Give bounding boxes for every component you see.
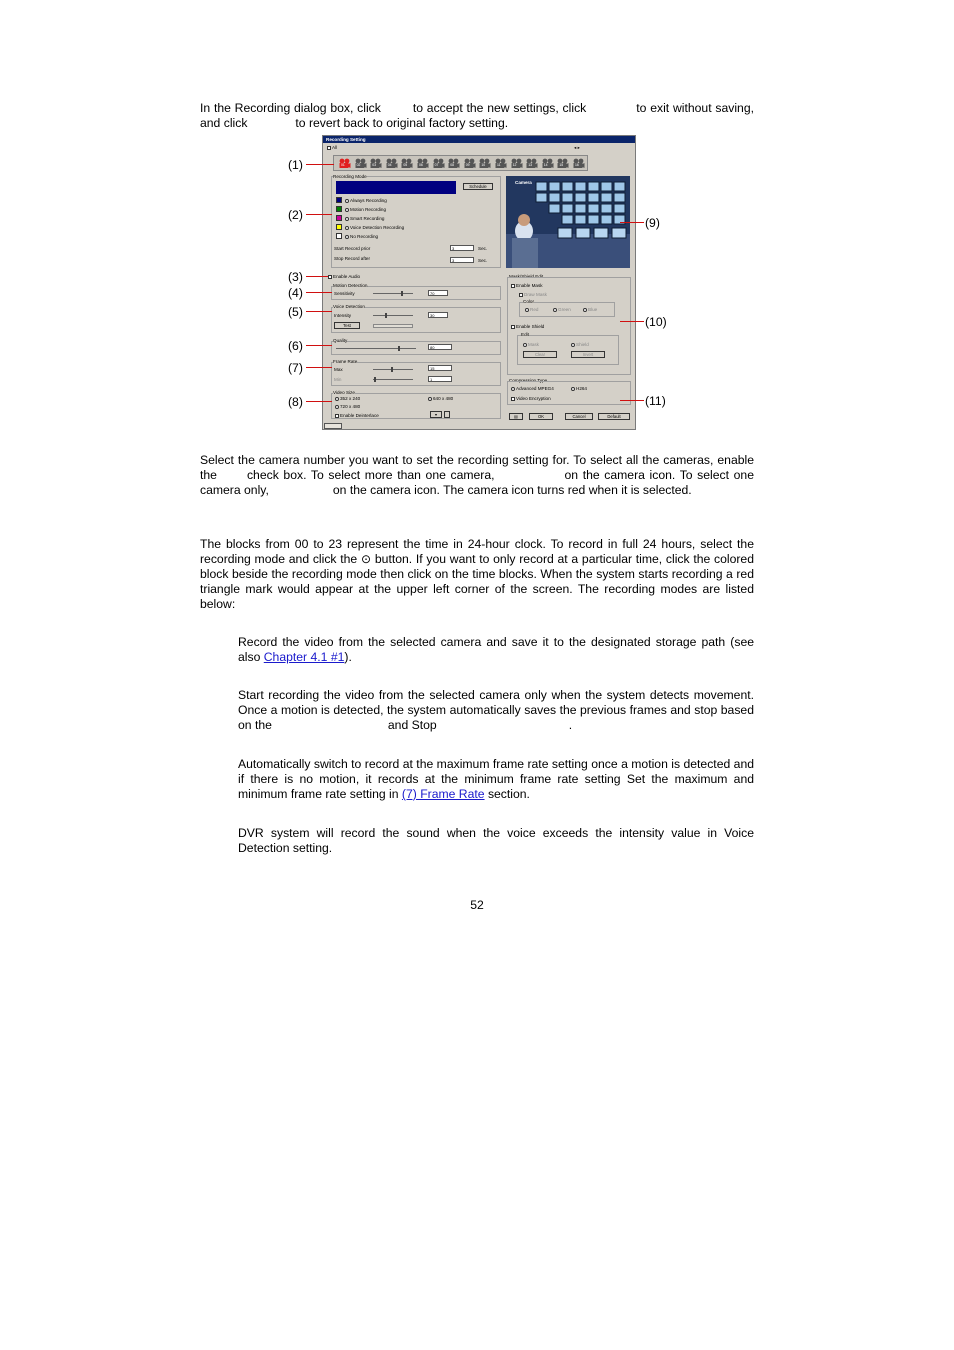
always-recording-paragraph: Record the video from the selected camera and save it to the designated storage path (see also Chapter 4.1 #1). [238, 635, 754, 664]
edit-mask-radio[interactable]: Mask [523, 342, 539, 347]
intensity-field[interactable]: 30 [428, 312, 448, 318]
recording-setting-dialog [322, 135, 636, 430]
intro-paragraph: In the Recording dialog box, click to accept the new settings, click to exit without saving, and click to revert back to original factory setting. [200, 101, 754, 130]
all-checkbox[interactable]: All [327, 145, 337, 150]
callout-6: (6) [288, 339, 303, 353]
deinterlace-spin[interactable] [444, 411, 450, 418]
camera-selection-paragraph: Select the camera number you want to set the recording setting for. To select all the cameras, enable the check box. To select more than one camera, on the camera icon. To select one camera only, on the camera icon. The camera icon turns red when it is selected. [200, 453, 754, 497]
callout-line-9 [620, 222, 644, 223]
always-recording-swatch[interactable] [336, 197, 342, 203]
callout-4: (4) [288, 286, 303, 300]
motion-recording-radio[interactable]: Motion Recording [345, 207, 386, 212]
voice-recording-swatch[interactable] [336, 224, 342, 230]
size-640-radio[interactable]: 640 x 480 [428, 396, 453, 401]
compression-type-label: Compression Type [509, 378, 548, 383]
camera-icon-09[interactable] [463, 158, 476, 168]
camera-number-label: 09 [465, 163, 470, 167]
smart-recording-radio[interactable]: Smart Recording [345, 216, 384, 221]
smart-recording-paragraph: Automatically switch to record at the maximum frame rate setting once a motion is detected and if there is no motion, it records at the minimum frame rate setting Set the maximum and minimum frame rate setting in (7) Frame Rate section. [238, 757, 754, 801]
camera-icon-06[interactable] [416, 158, 429, 168]
save-icon-button[interactable] [509, 413, 523, 420]
callout-line-8 [306, 401, 332, 402]
intensity-meter [373, 324, 413, 328]
smart-recording-swatch[interactable] [336, 215, 342, 221]
enable-deinterlace-checkbox[interactable]: Enable Deinterlace [335, 413, 379, 418]
intensity-label: Intensity [334, 313, 352, 318]
camera-number-label: 04 [387, 163, 392, 167]
start-record-prior-field[interactable]: 3 [450, 245, 474, 251]
callout-line-4 [306, 292, 332, 293]
quality-slider[interactable] [336, 348, 416, 349]
disk-icon: ▤ [514, 414, 518, 419]
max-label: Max [334, 367, 343, 372]
voice-detection-group [331, 307, 501, 333]
callout-10: (10) [645, 315, 667, 329]
size-720-radio[interactable]: 720 x 480 [335, 404, 360, 409]
callout-7: (7) [288, 361, 303, 375]
callout-11: (11) [645, 394, 666, 408]
invert-button[interactable]: Invert [571, 351, 605, 358]
stop-record-after-field[interactable]: 3 [450, 257, 474, 263]
camera-number-label: 13 [528, 163, 532, 167]
voice-recording-paragraph: DVR system will record the sound when the voice exceeds the intensity value in Voice Detection setting. [238, 826, 754, 855]
camera-number-label: 10 [481, 163, 486, 167]
color-label: Color [523, 299, 534, 304]
min-frame-slider[interactable] [373, 379, 413, 380]
callout-line-11 [620, 400, 644, 401]
advanced-mpeg4-radio[interactable]: Advanced MPEG4 [511, 386, 554, 391]
video-encryption-checkbox[interactable]: Video Encryption [511, 396, 551, 401]
camera-number-label: 03 [372, 163, 376, 167]
callout-line-1 [306, 164, 334, 165]
frame-rate-group [331, 362, 501, 386]
quality-field[interactable]: 80 [428, 344, 452, 350]
callout-1: (1) [288, 158, 303, 172]
radio-symbol-icon: ⊙ [360, 552, 372, 566]
motion-detection-label: Motion Detection [333, 283, 368, 288]
clear-button[interactable]: Clear [523, 351, 557, 358]
camera-number-label: 06 [419, 163, 423, 167]
camera-icon-16[interactable] [572, 158, 585, 168]
camera-icon-07[interactable] [432, 158, 445, 168]
draw-mask-checkbox[interactable]: Draw Mask [519, 292, 547, 297]
camera-icon-05[interactable] [400, 158, 413, 168]
camera-number-label: 15 [559, 163, 564, 167]
cancel-button[interactable]: Cancel [565, 413, 593, 420]
recording-mode-paragraph: The blocks from 00 to 23 represent the time in 24-hour clock. To record in full 24 hours, select the recording mode and click the ⊙ button. If you want to only record at a particular time, click the colored block beside the recording mode then click on the time blocks. When the system starts recording a red triangle mark would appear at the upper left corner of the screen. The recording modes are listed below: [200, 537, 754, 611]
camera-number-label: 08 [450, 163, 454, 167]
callout-3: (3) [288, 270, 303, 284]
color-blue-radio[interactable]: Blue [583, 307, 597, 312]
quality-label: Quality [333, 338, 348, 343]
camera-preview-label: Camera [515, 180, 532, 185]
callout-line-5 [306, 311, 332, 312]
edit-group [517, 335, 619, 365]
stop-record-after-label: Stop Record after [334, 256, 371, 261]
callout-2: (2) [288, 208, 303, 222]
callout-5: (5) [288, 305, 303, 319]
compression-group [507, 381, 631, 405]
camera-icon-11[interactable] [494, 158, 507, 168]
ok-button[interactable]: OK [529, 413, 553, 420]
color-red-radio[interactable]: Red [525, 307, 538, 312]
page-number: 52 [470, 898, 484, 912]
callout-line-6 [306, 345, 332, 346]
callout-line-3 [306, 276, 328, 277]
sensitivity-slider[interactable] [373, 293, 413, 294]
sensitivity-field[interactable]: 70 [428, 290, 448, 296]
keyboard-status-icon [324, 423, 342, 429]
edit-shield-radio[interactable]: Shield [571, 342, 589, 347]
chapter-4-1-link[interactable]: Chapter 4.1 #1 [263, 650, 345, 664]
frame-rate-link[interactable]: (7) Frame Rate [401, 787, 485, 801]
color-green-radio[interactable]: Green [553, 307, 571, 312]
frame-rate-label: Frame Rate [333, 359, 358, 364]
camera-number-label: 11 [497, 163, 501, 167]
camera-number-label: 16 [575, 163, 579, 167]
always-recording-radio[interactable]: Always Recording [345, 198, 387, 203]
callout-line-2 [306, 214, 332, 215]
callout-line-7 [306, 367, 332, 368]
edit-label: Edit [521, 332, 529, 337]
h264-radio[interactable]: H264 [571, 386, 587, 391]
motion-recording-paragraph: Start recording the video from the selected camera only when the system detects movement. Once a motion is detected, the system automatically saves the previous frames and stop based on the and Stop . [238, 688, 754, 732]
enable-audio-checkbox[interactable]: Enable Audio [328, 274, 360, 279]
callout-8: (8) [288, 395, 303, 409]
voice-recording-radio[interactable]: Voice Detection Recording [345, 225, 404, 230]
callout-9: (9) [645, 216, 660, 230]
test-button[interactable]: Test [334, 322, 360, 329]
camera-icon-15[interactable] [556, 158, 569, 168]
max-frame-slider[interactable] [373, 369, 413, 370]
intensity-slider[interactable] [373, 315, 413, 316]
start-record-prior-label: Start Record prior [334, 246, 371, 251]
camera-icon-08[interactable] [447, 158, 460, 168]
mask-shield-edit-label: Mask/Shield Edit [509, 274, 544, 279]
camera-number-label: 07 [434, 163, 439, 167]
camera-number-label: 05 [403, 163, 408, 167]
camera-selector-row [333, 155, 588, 171]
camera-number-label: 01 [341, 163, 345, 167]
voice-detection-label: Voice Detection [333, 304, 365, 309]
sensitivity-label: Sensitivity [334, 291, 355, 296]
motion-detection-group [331, 286, 501, 300]
video-size-label: Video Size [333, 390, 355, 395]
max-frame-field[interactable]: 15 [428, 365, 452, 371]
camera-preview-image [506, 176, 630, 268]
start-sec-label: Sec. [478, 246, 488, 251]
camera-icon-01[interactable] [338, 158, 351, 168]
motion-recording-swatch[interactable] [336, 206, 342, 212]
camera-icon-14[interactable] [541, 158, 554, 168]
min-label: Min [334, 377, 342, 382]
no-recording-swatch[interactable] [336, 233, 342, 239]
camera-number-label: 12 [512, 163, 517, 167]
camera-icon-03[interactable] [369, 158, 382, 168]
deinterlace-dropdown[interactable]: ▾ [430, 411, 442, 418]
schedule-button[interactable]: Schedule [463, 183, 493, 190]
camera-number-label: 02 [356, 163, 361, 167]
scroll-arrows[interactable]: ◂ ▸ [574, 145, 580, 150]
camera-icon-12[interactable] [510, 158, 523, 168]
min-frame-field[interactable]: 1 [428, 376, 452, 382]
camera-icon-10[interactable] [478, 158, 491, 168]
camera-icon-04[interactable] [385, 158, 398, 168]
recording-mode-label: Recording Mode [333, 174, 367, 179]
dialog-titlebar: Recording Setting [323, 136, 635, 143]
callout-line-10 [620, 321, 644, 322]
enable-mask-checkbox[interactable]: Enable Mask [511, 283, 543, 288]
no-recording-radio[interactable]: No Recording [345, 234, 378, 239]
schedule-grid[interactable] [336, 181, 456, 194]
default-button[interactable]: Default [598, 413, 630, 420]
camera-number-label: 14 [543, 163, 548, 167]
size-352-radio[interactable]: 352 x 240 [335, 396, 360, 401]
stop-sec-label: Sec. [478, 258, 488, 263]
control-room-illustration [506, 176, 630, 268]
enable-shield-checkbox[interactable]: Enable Shield [511, 324, 544, 329]
camera-icon-13[interactable] [525, 158, 538, 168]
camera-icon-02[interactable] [354, 158, 367, 168]
